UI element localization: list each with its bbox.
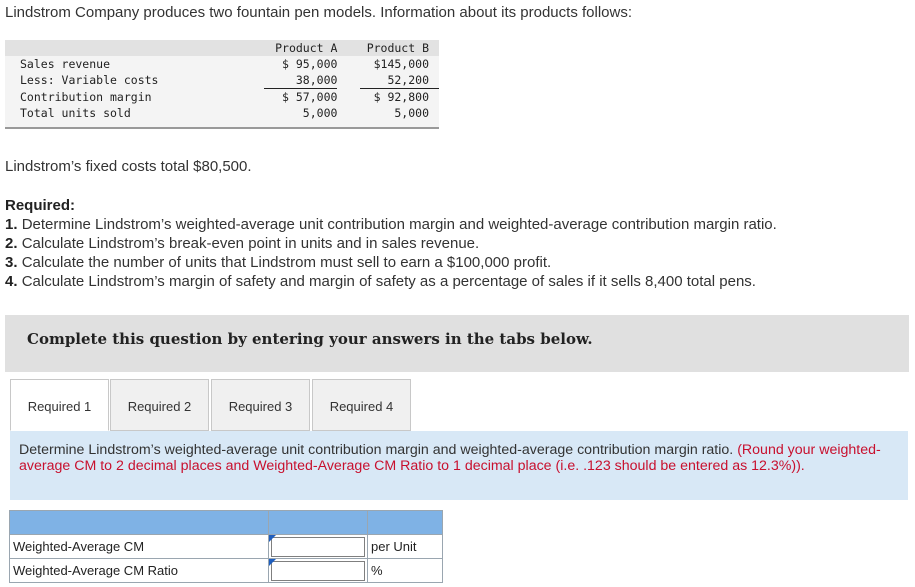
table-row <box>5 89 439 106</box>
header-product-a: Product A <box>264 40 337 56</box>
fixed-costs-text: Lindstrom’s fixed costs total $80,500. <box>5 158 252 175</box>
cell-a: 38,000 <box>264 72 337 89</box>
required-item: 2. Calculate Lindstrom’s break-even point in units and in sales revenue. <box>5 235 480 252</box>
answer-header-row <box>10 511 443 535</box>
answer-unit: per Unit <box>368 535 443 559</box>
tab-required-3[interactable]: Required 3 <box>211 379 310 431</box>
row-label: Less: Variable costs <box>20 73 159 88</box>
table-row <box>5 105 439 121</box>
cell-b: 5,000 <box>394 106 429 120</box>
tab-required-2[interactable]: Required 2 <box>110 379 209 431</box>
input-marker-icon <box>269 535 276 542</box>
required-section <box>5 196 777 291</box>
row-label: Contribution margin <box>20 89 152 104</box>
row-label: Total units sold <box>20 106 131 120</box>
cell-a: $ 95,000 <box>282 57 338 71</box>
table-row <box>5 72 439 89</box>
cell-b: $145,000 <box>373 57 429 71</box>
answer-table <box>9 510 443 583</box>
cell-b: 52,200 <box>360 72 439 89</box>
weighted-average-cm-input[interactable] <box>271 537 365 557</box>
required-item: 4. Calculate Lindstrom’s margin of safety and margin of safety as a percentage of sales if it sells 8,400 total pens. <box>5 273 756 290</box>
header-product-b: Product B <box>360 40 439 56</box>
financials-table <box>5 40 439 129</box>
answer-unit: % <box>368 559 443 583</box>
question-text: Determine Lindstrom’s weighted-average unit contribution margin and weighted-average contribution margin ratio. (Round your weighted-average CM to 2 decimal places and Weighted-Average CM Ratio to 1 decimal place (i.e. .123 should be entered as 12.3%)). <box>19 442 881 474</box>
table-row <box>5 56 439 72</box>
required-item: 3. Calculate the number of units that Lindstrom must sell to earn a $100,000 profit. <box>5 254 552 271</box>
weighted-average-cm-ratio-input[interactable] <box>271 561 365 581</box>
rounding-note: (Round your weighted-average CM to 2 decimal places and Weighted-Average CM Ratio to 1 decimal place (i.e. .123 should be entered as 12.3%)). <box>19 442 881 474</box>
instruction-banner <box>5 315 909 372</box>
cell-a: $ 57,000 <box>282 90 338 104</box>
answer-row <box>10 559 443 583</box>
intro-text: Lindstrom Company produces two fountain pen models. Information about its products follows: <box>5 4 632 21</box>
banner-text: Complete this question by entering your answers in the tabs below. <box>27 330 593 348</box>
answer-label: Weighted-Average CM Ratio <box>10 559 269 583</box>
question-panel <box>10 431 908 500</box>
tab-required-1[interactable]: Required 1 <box>10 379 109 431</box>
cell-a: 5,000 <box>302 106 338 120</box>
input-marker-icon <box>269 559 276 566</box>
row-label: Sales revenue <box>20 57 111 71</box>
answer-label: Weighted-Average CM <box>10 535 269 559</box>
tab-required-4[interactable]: Required 4 <box>312 379 411 431</box>
required-item: 1. Determine Lindstrom’s weighted-average unit contribution margin and weighted-average contribution margin ratio. <box>5 216 777 233</box>
answer-row <box>10 535 443 559</box>
required-title: Required: <box>5 197 76 214</box>
cell-b: $ 92,800 <box>373 90 429 104</box>
